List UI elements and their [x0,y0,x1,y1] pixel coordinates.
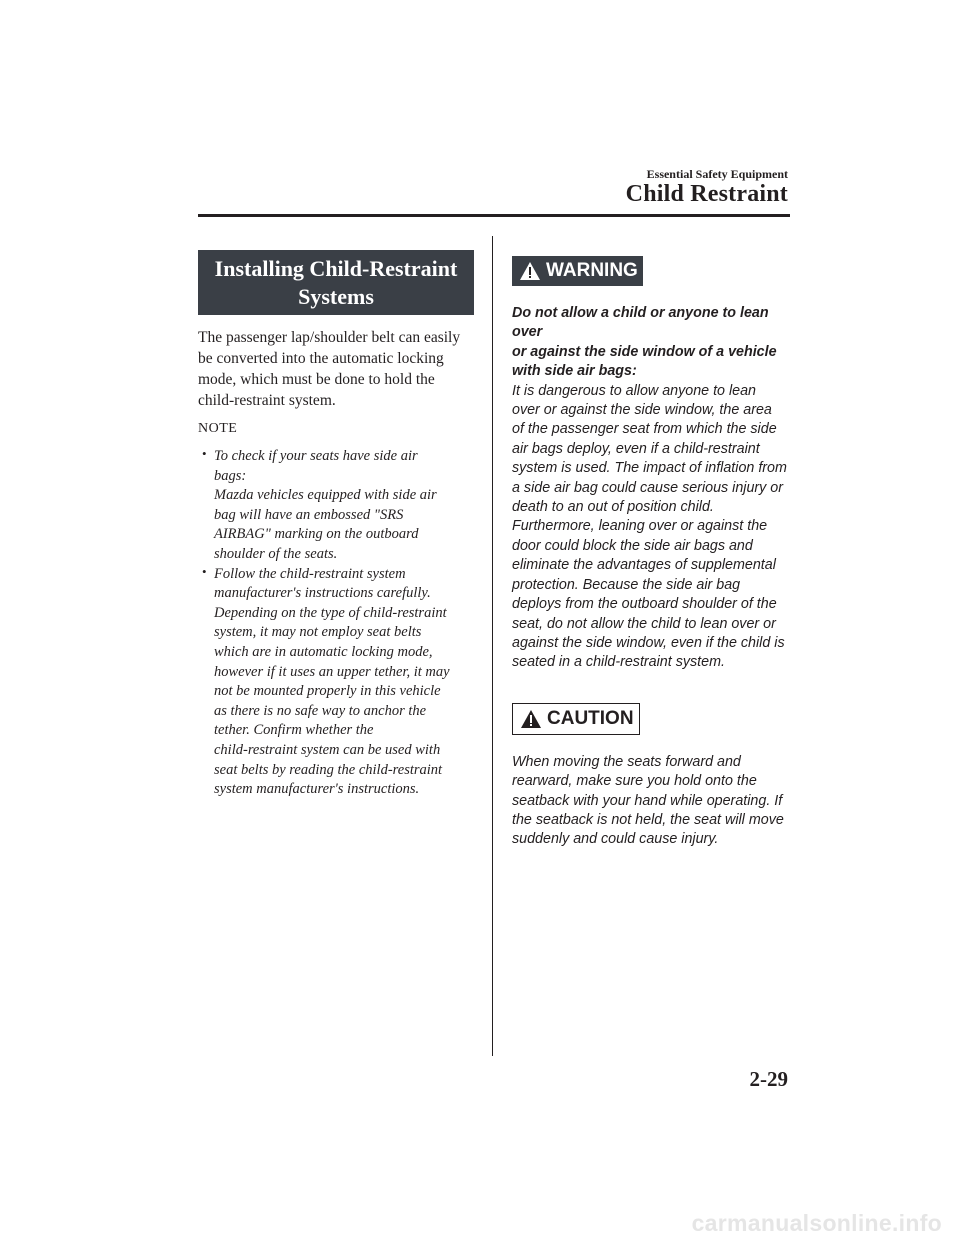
bullet-icon: • [202,563,207,579]
warning-heading: Do not allow a child or anyone to lean over or against the side window of a vehicle with side air bags: [512,305,777,380]
note-item [198,565,474,800]
section-title-line1: Installing Child-Restraint [214,256,458,281]
caution-badge [512,703,640,735]
column-divider [492,236,493,1056]
section-title-line2: Systems [298,284,374,309]
section-title [198,250,474,315]
left-column [198,250,474,800]
note-text: To check if your seats have side air bags: Mazda vehicles equipped with side air bag will have an embossed "SRS AIRBAG" marking on the outboard shoulder of the seats. [214,448,437,562]
warning-label: WARNING [546,260,638,281]
warning-body: It is dangerous to allow anyone to lean over or against the side window, the area of the passenger seat from which the side air bags deploy, even if a child-restraint system is used. The impact of inflation from a side air bag could cause serious injury or death to an out of position child. Furthermore, leaning over or against the door could block the side air bags and eliminate the advantages of supplemental protection. Because the side air bag deploys from the outboard shoulder of the seat, do not allow the child to lean over or against the side window, even if the child is seated in a child-restraint system. [512,382,787,671]
watermark: carmanualsonline.info [691,1210,942,1236]
note-item [198,447,474,565]
page-title: Child Restraint [625,181,788,207]
intro-paragraph: The passenger lap/shoulder belt can easily be converted into the automatic locking mode, which must be done to hold the child-restraint system. [198,329,461,409]
chapter-label: Essential Safety Equipment [646,167,788,181]
note-label: NOTE [198,421,238,436]
page-number: 2-29 [749,1067,788,1091]
warning-triangle-icon [519,261,541,281]
caution-label: CAUTION [547,707,634,729]
bullet-icon: • [202,446,207,461]
caution-triangle-icon [520,709,542,729]
header-rule [198,214,790,217]
right-column [512,256,792,850]
caution-body: When moving the seats forward and rearward, make sure you hold onto the seatback with your hand while operating. If the seatback is not held, the seat will move suddenly and could cause injury. [512,753,784,848]
note-text: Follow the child-restraint system manufacturer's instructions carefully. Depending on the type of child-restraint system, it may not employ seat belts which are in automatic locking mode, however if it uses an upper tether, it may not be mounted properly in this vehicle as there is no safe way to anchor the tether. Confirm whether the child-restraint system can be used with seat belts by reading the child-restraint system manufacturer's instructions. [214,565,450,798]
note-list [198,447,474,800]
warning-badge [512,256,643,286]
caution-block [512,703,792,850]
